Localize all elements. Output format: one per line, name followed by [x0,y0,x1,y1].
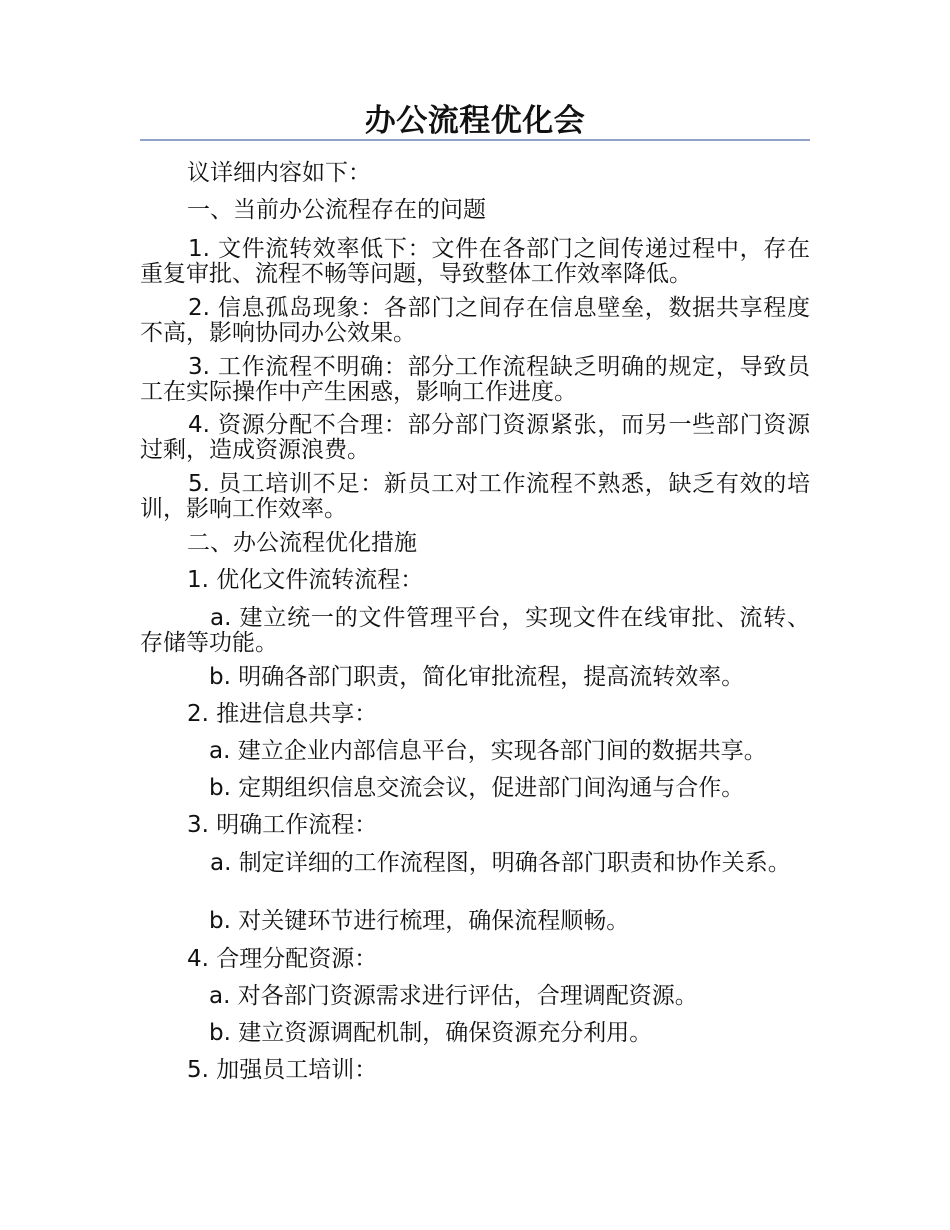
measure-1-b: b. 明确各部门职责，简化审批流程，提高流转效率。 [209,664,745,690]
measure-3-a: a. 制定详细的工作流程图，明确各部门职责和协作关系。 [210,850,791,876]
title-underline [140,139,810,141]
problem-item-2: 2. 信息孤岛现象：各部门之间存在信息壁垒，数据共享程度不高，影响协同办公效果。 [140,295,810,346]
measure-1-heading: 1. 优化文件流转流程： [187,567,424,593]
measure-2-a: a. 建立企业内部信息平台，实现各部门间的数据共享。 [209,738,767,764]
measure-3-heading: 3. 明确工作流程： [187,812,378,838]
measure-3-b: b. 对关键环节进行梳理，确保流程顺畅。 [209,908,630,934]
intro-text: 议详细内容如下： [187,160,371,186]
measure-2-heading: 2. 推进信息共享： [187,701,378,727]
measure-4-a: a. 对各部门资源需求进行评估，合理调配资源。 [209,983,698,1009]
problem-item-5: 5. 员工培训不足：新员工对工作流程不熟悉，缺乏有效的培训，影响工作效率。 [140,471,810,522]
section-2-heading: 二、办公流程优化措施 [187,530,417,556]
measure-1-a: a. 建立统一的文件管理平台，实现文件在线审批、流转、存储等功能。 [140,605,810,656]
problem-item-4: 4. 资源分配不合理：部分部门资源紧张，而另一些部门资源过剩，造成资源浪费。 [140,412,810,463]
document-title: 办公流程优化会 [364,103,586,139]
measure-5-heading: 5. 加强员工培训： [187,1057,378,1083]
measure-4-b: b. 建立资源调配机制，确保资源充分利用。 [209,1020,653,1046]
section-1-heading: 一、当前办公流程存在的问题 [187,197,486,223]
problem-item-1: 1. 文件流转效率低下：文件在各部门之间传递过程中，存在重复审批、流程不畅等问题，导致整体工作效率降低。 [140,236,810,287]
measure-2-b: b. 定期组织信息交流会议，促进部门间沟通与合作。 [209,775,745,801]
measure-4-heading: 4. 合理分配资源： [187,946,378,972]
problem-item-3: 3. 工作流程不明确：部分工作流程缺乏明确的规定，导致员工在实际操作中产生困惑，影响工作进度。 [140,354,810,405]
